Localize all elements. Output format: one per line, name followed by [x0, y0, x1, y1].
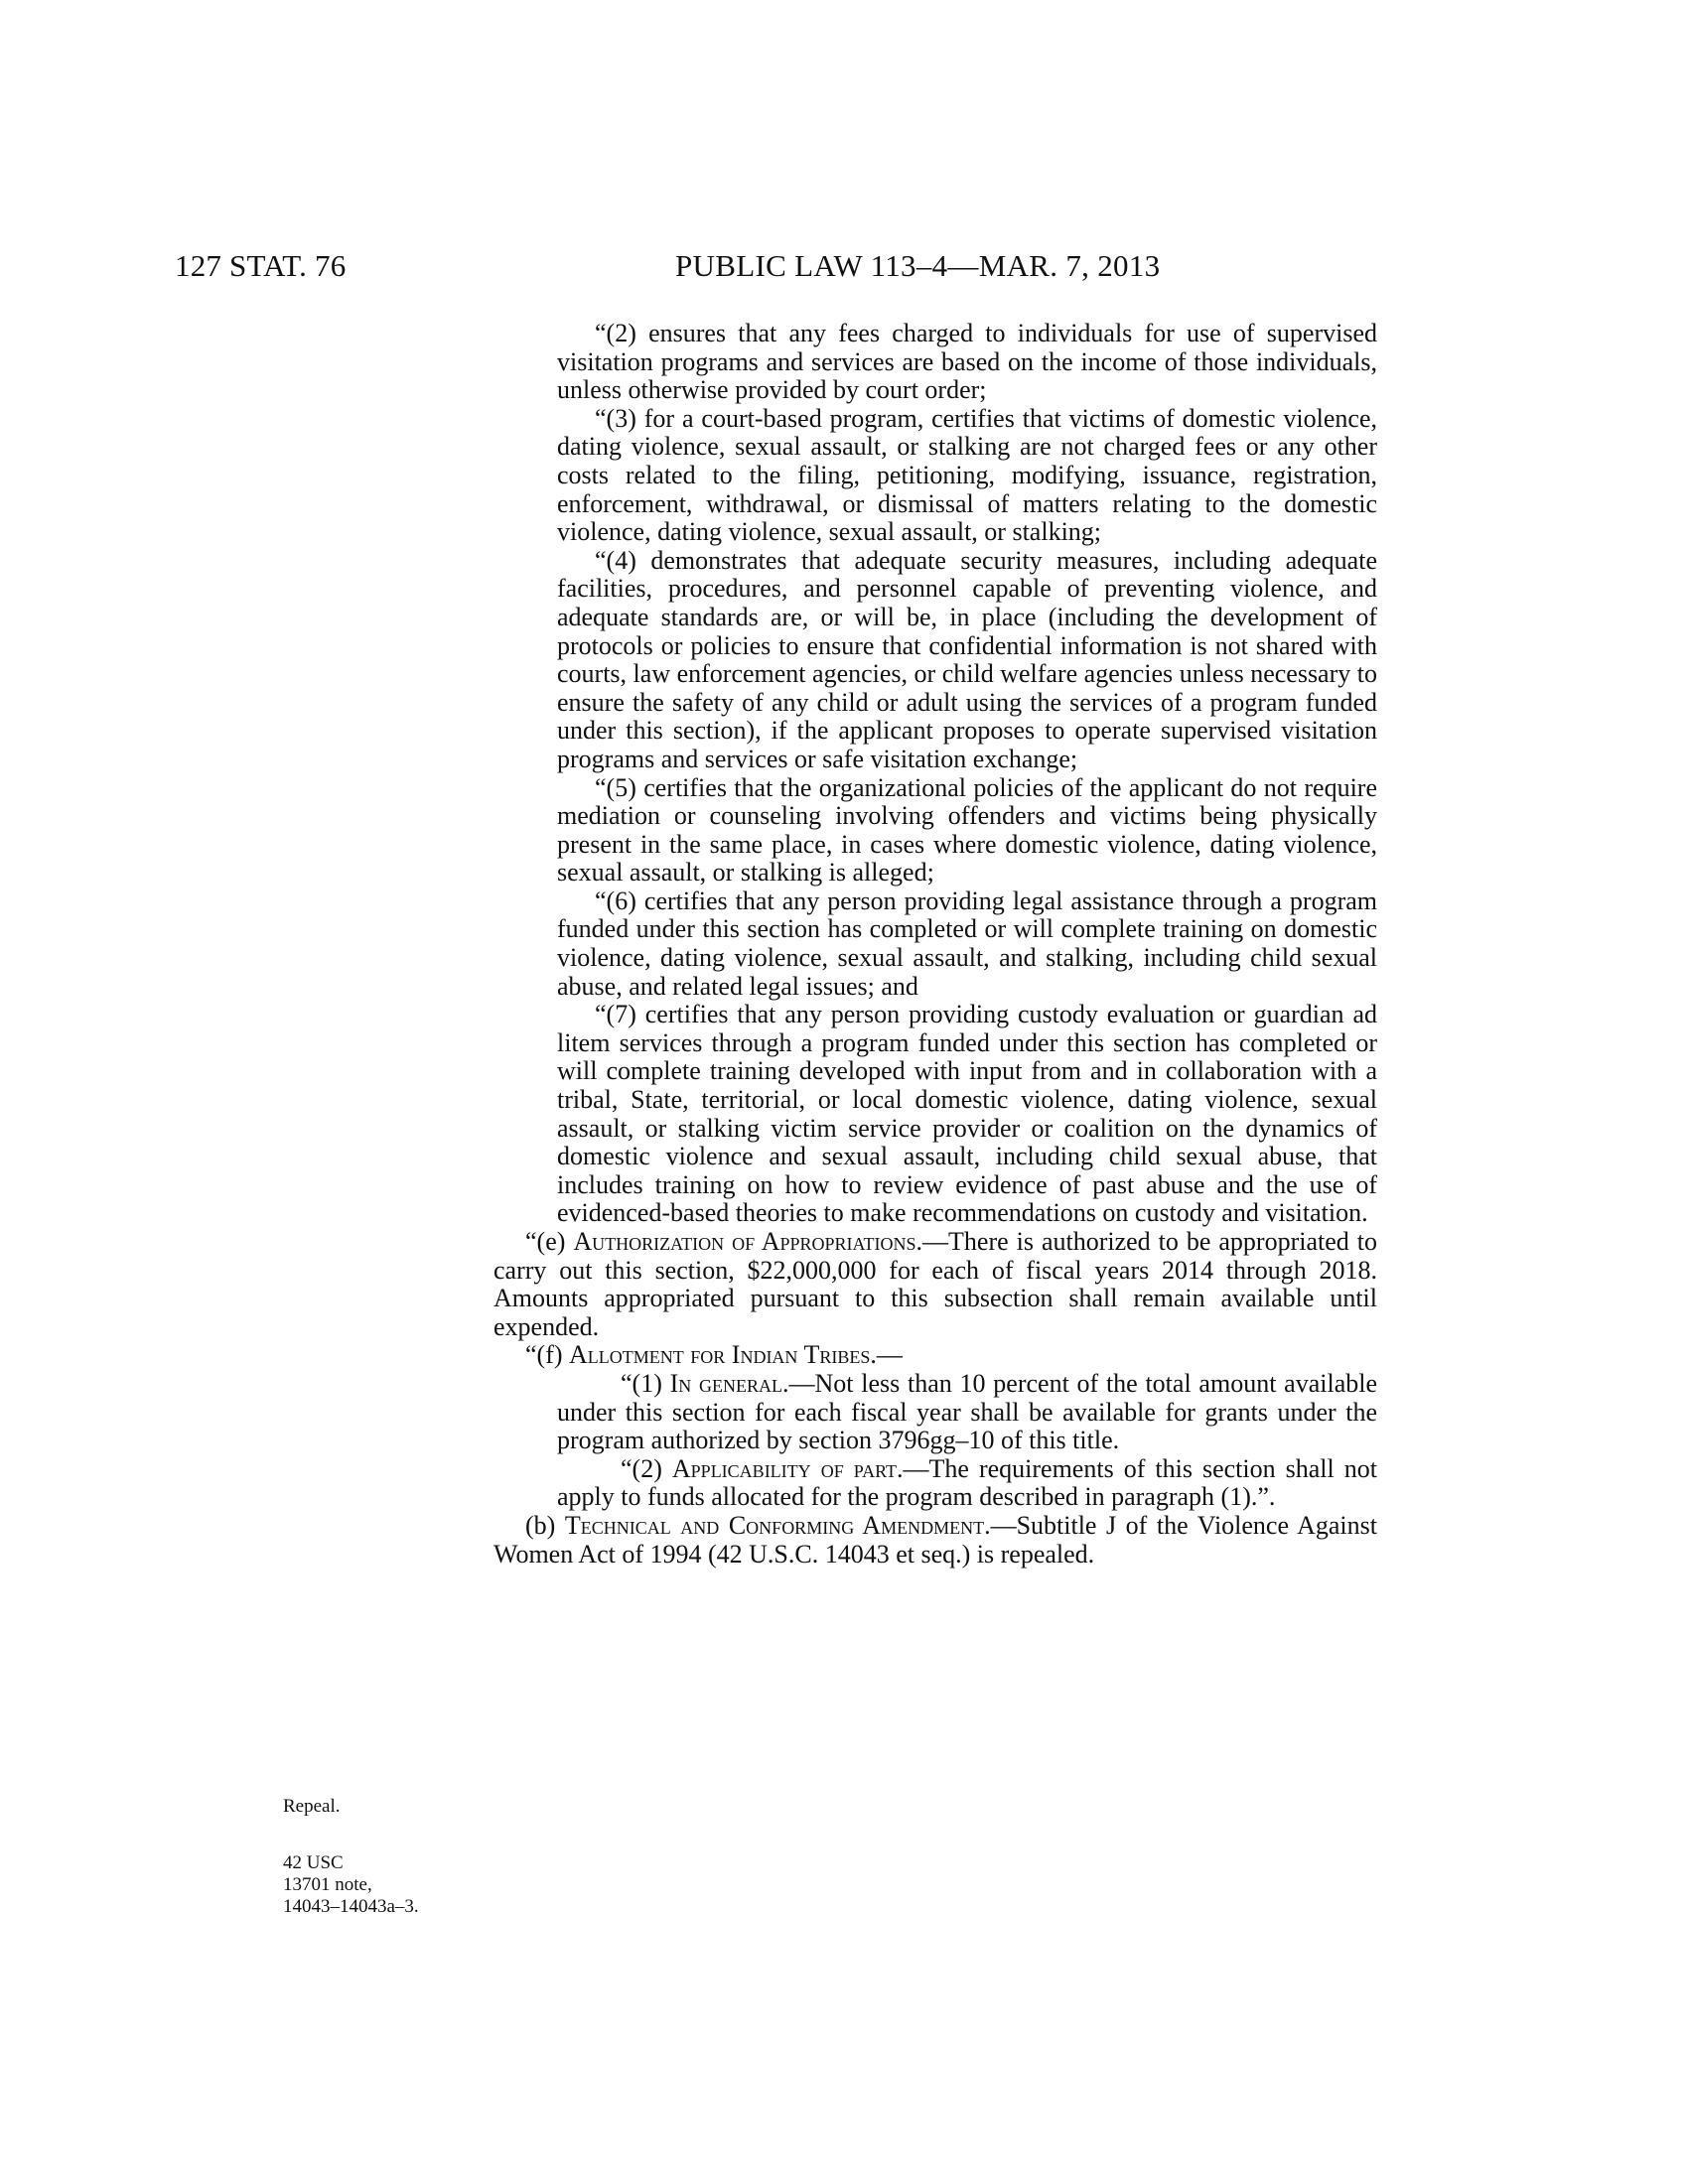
paragraph-f1-text: —Not less than 10 percent of the total amount available under this section for each fiscal year shall be available for grants under the program authorized by section 3796gg–10 of this title.: [557, 1368, 1377, 1455]
subsection-f-text: —: [876, 1340, 903, 1370]
paragraph-3: “(3) for a court-based program, certifies that victims of domestic violence, dating violence, sexual assault, or stalking are not charged fees or any other costs related to the filing, petitioning, modifying, issuance, registration, enforcement, withdrawal, or dismissal of matters relating to the domestic violence, dating violence, sexual assault, or stalking;: [557, 403, 1377, 547]
citation-line: 13701 note,: [283, 1874, 372, 1895]
paragraph-f2-heading: Applicability of part.: [671, 1453, 904, 1483]
paragraph-7: “(7) certifies that any person providing custody evaluation or guardian ad litem services through a program funded under this section has completed or will complete training developed with input from and in collaboration with a tribal, State, territorial, or local domestic violence, dating violence, sexual assault, or stalking victim service provider or coalition on the dynamics of domestic violence and sexual assault, including child sexual abuse, that includes training on how to review evidence of past abuse and the use of evidenced-based theories to make recommendations on custody and visitation.: [557, 1000, 1377, 1228]
paragraph-f2-text: —The requirements of this section shall not apply to funds allocated for the program described in paragraph (1).”.: [557, 1453, 1378, 1512]
subsection-e-text: —There is authorized to be appropriated to carry out this section, $22,000,000 for each of fiscal years 2014 through 2018. Amounts appropriated pursuant to this subsection shall remain available until expended.: [493, 1227, 1377, 1341]
statute-body: [493, 320, 1377, 1569]
subsection-e-heading: Authorization of Appropriations.: [573, 1227, 923, 1256]
subsection-b-text: —Subtitle J of the Violence Against Women Act of 1994 (42 U.S.C. 14043 et seq.) is repealed.: [493, 1510, 1377, 1569]
margin-note-repeal: Repeal.: [283, 1796, 341, 1817]
subsection-e: [493, 1228, 1377, 1341]
paragraph-5: “(5) certifies that the organizational policies of the applicant do not require mediation or counseling involving offenders and victims being physically present in the same place, in cases where domestic violence, dating violence, sexual assault, or stalking is alleged;: [557, 772, 1377, 887]
running-head: PUBLIC LAW 113–4—MAR. 7, 2013: [675, 248, 1161, 283]
subsection-f-heading: Allotment for Indian Tribes.: [569, 1340, 877, 1370]
subsection-e-prefix: “(e): [525, 1227, 574, 1256]
citation-line: 42 USC: [283, 1852, 344, 1873]
subsection-b: [493, 1512, 1377, 1569]
subsection-f-prefix: “(f): [525, 1340, 570, 1370]
margin-note-citation: [283, 1852, 419, 1918]
paragraph-6: “(6) certifies that any person providing legal assistance through a program funded under this section has completed or will complete training on domestic violence, dating violence, sexual assault, and stalking, including child sexual abuse, and related legal issues; and: [557, 886, 1377, 1001]
subsection-b-heading: Technical and Conforming Amendment.: [564, 1510, 991, 1540]
page-number: 127 STAT. 76: [175, 248, 347, 283]
paragraph-f1: [557, 1370, 1377, 1455]
paragraph-f1-heading: In general.: [669, 1368, 789, 1398]
subsection-f: [493, 1341, 1377, 1370]
paragraph-2: “(2) ensures that any fees charged to individuals for use of supervised visitation programs and services are based on the income of those individuals, unless otherwise provided by court order;: [557, 319, 1377, 405]
paragraph-f2-prefix: “(2): [621, 1453, 672, 1483]
subsection-b-prefix: (b): [525, 1510, 565, 1540]
paragraph-f1-prefix: “(1): [621, 1368, 670, 1398]
citation-line: 14043–14043a–3.: [283, 1896, 419, 1917]
paragraph-4: “(4) demonstrates that adequate security measures, including adequate facilities, procedures, and personnel capable of preventing violence, and adequate standards are, or will be, in place (including the development of protocols or policies to ensure that confidential information is not shared with courts, law enforcement agencies, or child welfare agencies unless necessary to ensure the safety of any child or adult using the services of a program funded under this section), if the applicant proposes to operate supervised visitation programs and services or safe visitation exchange;: [557, 545, 1377, 773]
paragraph-f2: [557, 1455, 1377, 1512]
